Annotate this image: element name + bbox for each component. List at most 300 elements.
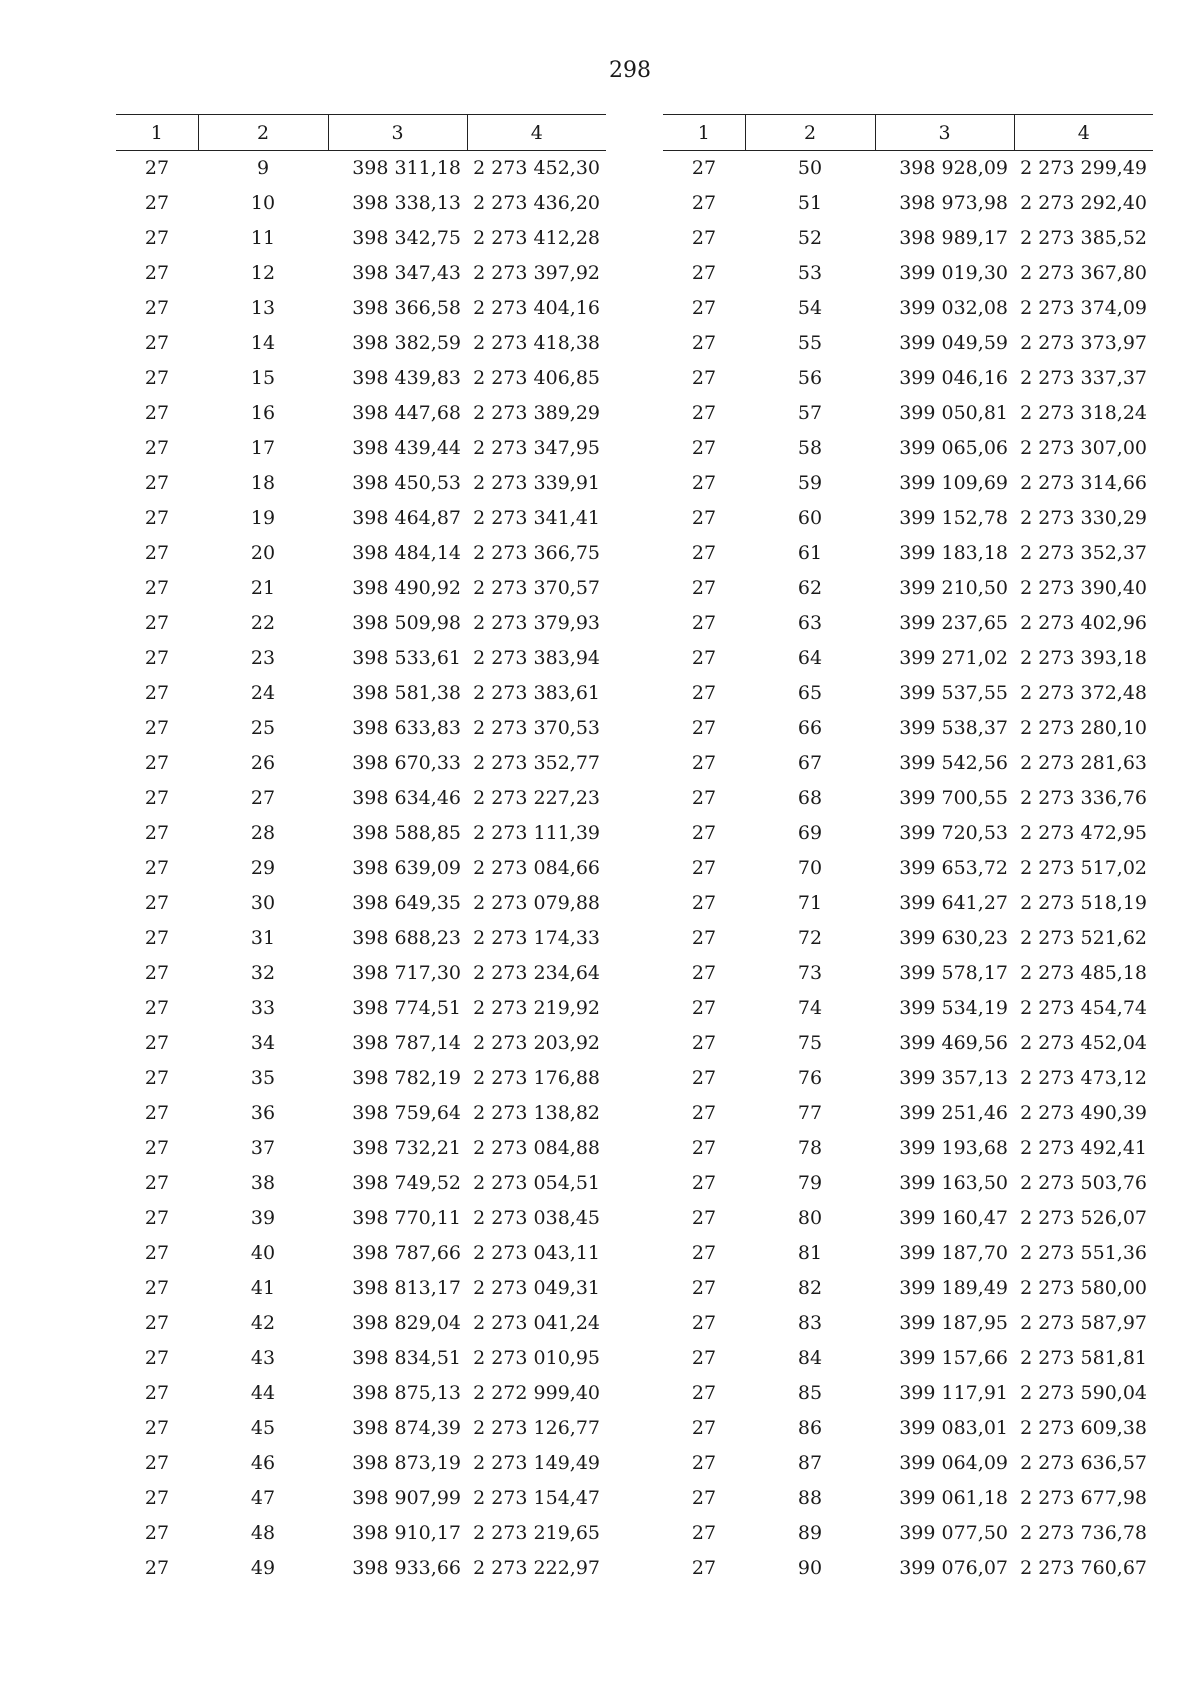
- table-cell-col-3: 398 774,51: [352, 997, 461, 1019]
- table-cell-col-4: 2 273 581,81: [1020, 1347, 1147, 1369]
- table-cell-col-1: 27: [691, 717, 717, 739]
- table-cell-col-2: 80: [797, 1207, 823, 1229]
- table-row: [116, 291, 606, 326]
- column-header-2: 2: [745, 115, 875, 151]
- table-cell-col-1: 27: [691, 682, 717, 704]
- table-row: [663, 1271, 1153, 1306]
- table-cell-col-3: 398 770,11: [352, 1207, 461, 1229]
- table-cell-col-4: 2 273 677,98: [1020, 1487, 1147, 1509]
- table-cell-col-3: 399 187,95: [899, 1312, 1008, 1334]
- table-cell-col-4: 2 273 079,88: [473, 892, 600, 914]
- table-cell-col-3: 398 749,52: [352, 1172, 461, 1194]
- table-row: [663, 1446, 1153, 1481]
- table-cell-col-2: 83: [797, 1312, 823, 1334]
- table-row: [116, 501, 606, 536]
- table-cell-col-4: 2 273 485,18: [1020, 962, 1147, 984]
- table-row: [116, 466, 606, 501]
- table-cell-col-2: 50: [797, 157, 823, 179]
- table-row: [116, 956, 606, 991]
- table-row: [116, 606, 606, 641]
- table-cell-col-1: 27: [691, 1557, 717, 1579]
- table-row: [663, 711, 1153, 746]
- table-cell-col-1: 27: [691, 927, 717, 949]
- table-row: [663, 501, 1153, 536]
- table-cell-col-4: 2 273 314,66: [1020, 472, 1147, 494]
- table-row: [663, 571, 1153, 606]
- table-cell-col-2: 79: [797, 1172, 823, 1194]
- table-row: [116, 1061, 606, 1096]
- table-cell-col-1: 27: [144, 332, 170, 354]
- table-cell-col-4: 2 273 390,40: [1020, 577, 1147, 599]
- table-cell-col-1: 27: [691, 1277, 717, 1299]
- table-row: [663, 256, 1153, 291]
- table-cell-col-4: 2 273 126,77: [473, 1417, 600, 1439]
- table-cell-col-4: 2 273 352,37: [1020, 542, 1147, 564]
- table-cell-col-3: 399 157,66: [899, 1347, 1008, 1369]
- table-cell-col-1: 27: [144, 647, 170, 669]
- table-cell-col-4: 2 273 736,78: [1020, 1522, 1147, 1544]
- table-cell-col-3: 399 083,01: [899, 1417, 1008, 1439]
- table-cell-col-3: 398 347,43: [352, 262, 461, 284]
- table-row: [663, 606, 1153, 641]
- table-cell-col-4: 2 273 406,85: [473, 367, 600, 389]
- table-cell-col-1: 27: [144, 367, 170, 389]
- table-cell-col-2: 26: [250, 752, 276, 774]
- table-cell-col-4: 2 273 174,33: [473, 927, 600, 949]
- table-cell-col-3: 398 464,87: [352, 507, 461, 529]
- table-row: [116, 1026, 606, 1061]
- table-cell-col-3: 399 193,68: [899, 1137, 1008, 1159]
- table-cell-col-1: 27: [144, 1312, 170, 1334]
- table-cell-col-1: 27: [691, 1452, 717, 1474]
- table-cell-col-2: 15: [250, 367, 276, 389]
- table-cell-col-2: 19: [250, 507, 276, 529]
- table-row: [116, 1201, 606, 1236]
- table-cell-col-2: 86: [797, 1417, 823, 1439]
- table-cell-col-2: 72: [797, 927, 823, 949]
- table-cell-col-2: 35: [250, 1067, 276, 1089]
- table-cell-col-2: 41: [250, 1277, 276, 1299]
- table-row: [663, 1061, 1153, 1096]
- table-cell-col-2: 56: [797, 367, 823, 389]
- table-cell-col-4: 2 273 318,24: [1020, 402, 1147, 424]
- table-cell-col-3: 398 782,19: [352, 1067, 461, 1089]
- table-cell-col-1: 27: [691, 507, 717, 529]
- table-cell-col-4: 2 273 366,75: [473, 542, 600, 564]
- table-cell-col-1: 27: [144, 1032, 170, 1054]
- table-row: [116, 361, 606, 396]
- table-cell-col-3: 398 910,17: [352, 1522, 461, 1544]
- table-row: [663, 921, 1153, 956]
- table-cell-col-3: 398 688,23: [352, 927, 461, 949]
- table-cell-col-2: 74: [797, 997, 823, 1019]
- table-cell-col-1: 27: [144, 822, 170, 844]
- table-cell-col-3: 398 834,51: [352, 1347, 461, 1369]
- table-cell-col-2: 21: [250, 577, 276, 599]
- table-cell-col-2: 44: [250, 1382, 276, 1404]
- table-cell-col-3: 399 160,47: [899, 1207, 1008, 1229]
- table-cell-col-1: 27: [144, 1102, 170, 1124]
- table-cell-col-4: 2 273 341,41: [473, 507, 600, 529]
- table-cell-col-2: 45: [250, 1417, 276, 1439]
- table-cell-col-2: 49: [250, 1557, 276, 1579]
- table-cell-col-1: 27: [144, 1242, 170, 1264]
- table-row: [663, 641, 1153, 676]
- table-row: [116, 536, 606, 571]
- table-cell-col-3: 398 928,09: [899, 157, 1008, 179]
- table-cell-col-1: 27: [691, 1382, 717, 1404]
- table-cell-col-3: 398 484,14: [352, 542, 461, 564]
- table-cell-col-1: 27: [144, 682, 170, 704]
- table-cell-col-1: 27: [691, 822, 717, 844]
- table-cell-col-4: 2 273 402,96: [1020, 612, 1147, 634]
- table-cell-col-1: 27: [144, 262, 170, 284]
- table-cell-col-2: 36: [250, 1102, 276, 1124]
- table-row: [116, 1446, 606, 1481]
- table-cell-col-2: 29: [250, 857, 276, 879]
- table-cell-col-3: 398 366,58: [352, 297, 461, 319]
- table-cell-col-2: 82: [797, 1277, 823, 1299]
- table-cell-col-4: 2 273 227,23: [473, 787, 600, 809]
- table-cell-col-4: 2 273 379,93: [473, 612, 600, 634]
- table-cell-col-2: 51: [797, 192, 823, 214]
- table-cell-col-3: 398 717,30: [352, 962, 461, 984]
- table-cell-col-4: 2 273 526,07: [1020, 1207, 1147, 1229]
- table-row: [663, 746, 1153, 781]
- table-row: [116, 746, 606, 781]
- table-cell-col-4: 2 273 041,24: [473, 1312, 600, 1334]
- table-cell-col-1: 27: [144, 1277, 170, 1299]
- table-cell-col-4: 2 273 138,82: [473, 1102, 600, 1124]
- table-cell-col-1: 27: [144, 1417, 170, 1439]
- table-cell-col-2: 34: [250, 1032, 276, 1054]
- table-cell-col-1: 27: [144, 717, 170, 739]
- table-cell-col-1: 27: [691, 892, 717, 914]
- table-cell-col-4: 2 273 393,18: [1020, 647, 1147, 669]
- table-cell-col-3: 399 064,09: [899, 1452, 1008, 1474]
- table-cell-col-2: 60: [797, 507, 823, 529]
- table-cell-col-3: 399 117,91: [899, 1382, 1008, 1404]
- table-cell-col-2: 28: [250, 822, 276, 844]
- table-row: [663, 851, 1153, 886]
- table-cell-col-3: 399 065,06: [899, 437, 1008, 459]
- table-cell-col-2: 78: [797, 1137, 823, 1159]
- table-cell-col-1: 27: [144, 192, 170, 214]
- table-row: [663, 676, 1153, 711]
- table-cell-col-1: 27: [691, 1487, 717, 1509]
- table-cell-col-4: 2 273 149,49: [473, 1452, 600, 1474]
- table-cell-col-1: 27: [691, 367, 717, 389]
- table-cell-col-2: 11: [250, 227, 276, 249]
- table-cell-col-1: 27: [691, 1067, 717, 1089]
- table-cell-col-2: 54: [797, 297, 823, 319]
- table-cell-col-4: 2 273 176,88: [473, 1067, 600, 1089]
- table-cell-col-3: 398 649,35: [352, 892, 461, 914]
- table-cell-col-1: 27: [691, 1032, 717, 1054]
- table-cell-col-3: 399 050,81: [899, 402, 1008, 424]
- table-cell-col-2: 9: [256, 157, 270, 179]
- table-cell-col-4: 2 273 339,91: [473, 472, 600, 494]
- table-cell-col-3: 399 076,07: [899, 1557, 1008, 1579]
- table-row: [116, 1551, 606, 1586]
- table-cell-col-4: 2 273 010,95: [473, 1347, 600, 1369]
- table-cell-col-3: 399 032,08: [899, 297, 1008, 319]
- table-cell-col-1: 27: [144, 157, 170, 179]
- table-cell-col-2: 52: [797, 227, 823, 249]
- table-cell-col-4: 2 273 412,28: [473, 227, 600, 249]
- table-cell-col-2: 89: [797, 1522, 823, 1544]
- table-cell-col-3: 399 061,18: [899, 1487, 1008, 1509]
- table-row: [663, 816, 1153, 851]
- table-cell-col-4: 2 273 330,29: [1020, 507, 1147, 529]
- coordinates-table-right: [663, 114, 1153, 1586]
- table-cell-col-4: 2 273 281,63: [1020, 752, 1147, 774]
- table-row: [663, 1306, 1153, 1341]
- table-cell-col-1: 27: [691, 1417, 717, 1439]
- table-cell-col-4: 2 273 038,45: [473, 1207, 600, 1229]
- table-row: [663, 396, 1153, 431]
- table-cell-col-1: 27: [691, 262, 717, 284]
- table-cell-col-3: 398 450,53: [352, 472, 461, 494]
- table-cell-col-1: 27: [144, 787, 170, 809]
- column-header-4: 4: [467, 115, 606, 151]
- table-cell-col-4: 2 273 590,04: [1020, 1382, 1147, 1404]
- table-cell-col-4: 2 273 454,74: [1020, 997, 1147, 1019]
- table-cell-col-3: 398 989,17: [899, 227, 1008, 249]
- table-body-right: [663, 151, 1153, 1587]
- table-cell-col-3: 398 382,59: [352, 332, 461, 354]
- table-cell-col-3: 399 163,50: [899, 1172, 1008, 1194]
- table-cell-col-3: 398 439,44: [352, 437, 461, 459]
- table-cell-col-2: 25: [250, 717, 276, 739]
- table-cell-col-1: 27: [691, 1522, 717, 1544]
- table-cell-col-4: 2 273 492,41: [1020, 1137, 1147, 1159]
- table-cell-col-2: 10: [250, 192, 276, 214]
- table-cell-col-3: 399 538,37: [899, 717, 1008, 739]
- table-cell-col-3: 398 875,13: [352, 1382, 461, 1404]
- table-cell-col-1: 27: [691, 227, 717, 249]
- table-cell-col-3: 399 152,78: [899, 507, 1008, 529]
- table-row: [116, 1096, 606, 1131]
- table-cell-col-2: 73: [797, 962, 823, 984]
- table-cell-col-1: 27: [691, 542, 717, 564]
- table-cell-col-3: 399 183,18: [899, 542, 1008, 564]
- table-cell-col-2: 47: [250, 1487, 276, 1509]
- table-row: [116, 851, 606, 886]
- table-cell-col-4: 2 273 347,95: [473, 437, 600, 459]
- table-cell-col-1: 27: [691, 577, 717, 599]
- table-cell-col-1: 27: [691, 1102, 717, 1124]
- table-cell-col-1: 27: [691, 1172, 717, 1194]
- table-cell-col-1: 27: [144, 1347, 170, 1369]
- table-cell-col-2: 23: [250, 647, 276, 669]
- table-cell-col-2: 70: [797, 857, 823, 879]
- table-cell-col-3: 399 720,53: [899, 822, 1008, 844]
- table-cell-col-4: 2 273 372,48: [1020, 682, 1147, 704]
- table-row: [663, 221, 1153, 256]
- table-cell-col-1: 27: [691, 1137, 717, 1159]
- table-row: [116, 676, 606, 711]
- table-cell-col-1: 27: [144, 1382, 170, 1404]
- table-cell-col-3: 399 578,17: [899, 962, 1008, 984]
- table-cell-col-1: 27: [691, 752, 717, 774]
- table-cell-col-1: 27: [144, 962, 170, 984]
- table-row: [663, 1131, 1153, 1166]
- table-cell-col-1: 27: [691, 1347, 717, 1369]
- table-row: [663, 1166, 1153, 1201]
- table-cell-col-3: 399 189,49: [899, 1277, 1008, 1299]
- table-cell-col-3: 398 633,83: [352, 717, 461, 739]
- table-cell-col-2: 31: [250, 927, 276, 949]
- table-cell-col-2: 81: [797, 1242, 823, 1264]
- table-cell-col-1: 27: [144, 1172, 170, 1194]
- table-cell-col-3: 399 237,65: [899, 612, 1008, 634]
- table-cell-col-1: 27: [144, 1522, 170, 1544]
- table-cell-col-3: 399 537,55: [899, 682, 1008, 704]
- table-row: [116, 1376, 606, 1411]
- table-row: [663, 1411, 1153, 1446]
- table-row: [663, 536, 1153, 571]
- table-cell-col-2: 53: [797, 262, 823, 284]
- table-cell-col-2: 58: [797, 437, 823, 459]
- table-cell-col-2: 33: [250, 997, 276, 1019]
- table-row: [663, 1376, 1153, 1411]
- table-cell-col-2: 71: [797, 892, 823, 914]
- table-cell-col-4: 2 273 609,38: [1020, 1417, 1147, 1439]
- table-cell-col-4: 2 273 234,64: [473, 962, 600, 984]
- table-cell-col-4: 2 273 154,47: [473, 1487, 600, 1509]
- table-cell-col-2: 43: [250, 1347, 276, 1369]
- table-cell-col-2: 59: [797, 472, 823, 494]
- table-cell-col-2: 75: [797, 1032, 823, 1054]
- table-cell-col-1: 27: [691, 647, 717, 669]
- table-cell-col-4: 2 273 551,36: [1020, 1242, 1147, 1264]
- table-row: [116, 711, 606, 746]
- table-row: [116, 886, 606, 921]
- table-cell-col-1: 27: [144, 542, 170, 564]
- table-cell-col-2: 27: [250, 787, 276, 809]
- table-cell-col-1: 27: [691, 962, 717, 984]
- table-cell-col-4: 2 273 517,02: [1020, 857, 1147, 879]
- table-cell-col-1: 27: [691, 1207, 717, 1229]
- table-cell-col-3: 398 732,21: [352, 1137, 461, 1159]
- table-row: [663, 291, 1153, 326]
- table-cell-col-3: 398 447,68: [352, 402, 461, 424]
- table-cell-col-2: 62: [797, 577, 823, 599]
- table-cell-col-2: 69: [797, 822, 823, 844]
- table-cell-col-1: 27: [691, 402, 717, 424]
- table-cell-col-2: 18: [250, 472, 276, 494]
- table-cell-col-1: 27: [691, 192, 717, 214]
- table-cell-col-1: 27: [144, 472, 170, 494]
- table-row: [116, 921, 606, 956]
- table-cell-col-1: 27: [144, 927, 170, 949]
- column-header-3: 3: [875, 115, 1014, 151]
- table-cell-col-1: 27: [144, 402, 170, 424]
- table-row: [663, 991, 1153, 1026]
- table-cell-col-1: 27: [144, 1487, 170, 1509]
- table-cell-col-4: 2 273 219,65: [473, 1522, 600, 1544]
- table-cell-col-3: 398 933,66: [352, 1557, 461, 1579]
- table-cell-col-3: 398 311,18: [352, 157, 461, 179]
- table-cell-col-4: 2 273 521,62: [1020, 927, 1147, 949]
- table-cell-col-1: 27: [144, 1207, 170, 1229]
- table-cell-col-3: 399 077,50: [899, 1522, 1008, 1544]
- table-cell-col-3: 399 210,50: [899, 577, 1008, 599]
- column-header-4: 4: [1014, 115, 1153, 151]
- table-cell-col-4: 2 273 222,97: [473, 1557, 600, 1579]
- table-cell-col-4: 2 273 043,11: [473, 1242, 600, 1264]
- table-row: [116, 641, 606, 676]
- table-cell-col-4: 2 273 436,20: [473, 192, 600, 214]
- table-cell-col-3: 398 973,98: [899, 192, 1008, 214]
- table-cell-col-3: 399 046,16: [899, 367, 1008, 389]
- table-body-left: [116, 151, 606, 1587]
- table-cell-col-2: 38: [250, 1172, 276, 1194]
- table-cell-col-2: 84: [797, 1347, 823, 1369]
- table-cell-col-1: 27: [144, 892, 170, 914]
- table-cell-col-3: 399 109,69: [899, 472, 1008, 494]
- table-cell-col-1: 27: [144, 437, 170, 459]
- table-row: [663, 1236, 1153, 1271]
- table-cell-col-1: 27: [691, 297, 717, 319]
- table-cell-col-3: 398 634,46: [352, 787, 461, 809]
- table-cell-col-1: 27: [144, 1452, 170, 1474]
- table-cell-col-4: 2 273 374,09: [1020, 297, 1147, 319]
- table-cell-col-3: 398 670,33: [352, 752, 461, 774]
- table-row: [663, 151, 1153, 187]
- table-cell-col-4: 2 273 049,31: [473, 1277, 600, 1299]
- table-cell-col-1: 27: [144, 997, 170, 1019]
- table-cell-col-1: 27: [144, 507, 170, 529]
- table-row: [116, 1341, 606, 1376]
- table-cell-col-2: 37: [250, 1137, 276, 1159]
- table-cell-col-2: 76: [797, 1067, 823, 1089]
- table-cell-col-3: 398 581,38: [352, 682, 461, 704]
- table-cell-col-2: 65: [797, 682, 823, 704]
- table-cell-col-3: 399 700,55: [899, 787, 1008, 809]
- table-cell-col-4: 2 273 452,04: [1020, 1032, 1147, 1054]
- table-row: [116, 781, 606, 816]
- table-cell-col-3: 398 439,83: [352, 367, 461, 389]
- table-cell-col-4: 2 273 370,57: [473, 577, 600, 599]
- table-row: [663, 1026, 1153, 1061]
- table-cell-col-4: 2 273 367,80: [1020, 262, 1147, 284]
- table-cell-col-2: 42: [250, 1312, 276, 1334]
- table-cell-col-1: 27: [144, 577, 170, 599]
- column-header-2: 2: [198, 115, 328, 151]
- table-cell-col-4: 2 273 473,12: [1020, 1067, 1147, 1089]
- table-cell-col-2: 40: [250, 1242, 276, 1264]
- table-row: [663, 1201, 1153, 1236]
- table-row: [116, 186, 606, 221]
- table-cell-col-1: 27: [144, 227, 170, 249]
- table-cell-col-2: 22: [250, 612, 276, 634]
- table-cell-col-4: 2 273 337,37: [1020, 367, 1147, 389]
- table-row: [116, 991, 606, 1026]
- table-row: [116, 256, 606, 291]
- table-cell-col-4: 2 273 760,67: [1020, 1557, 1147, 1579]
- table-cell-col-3: 399 271,02: [899, 647, 1008, 669]
- table-cell-col-4: 2 272 999,40: [473, 1382, 600, 1404]
- table-cell-col-2: 24: [250, 682, 276, 704]
- table-cell-col-2: 67: [797, 752, 823, 774]
- table-cell-col-2: 90: [797, 1557, 823, 1579]
- table-row: [663, 326, 1153, 361]
- table-cell-col-4: 2 273 352,77: [473, 752, 600, 774]
- table-cell-col-4: 2 273 503,76: [1020, 1172, 1147, 1194]
- table-cell-col-3: 399 049,59: [899, 332, 1008, 354]
